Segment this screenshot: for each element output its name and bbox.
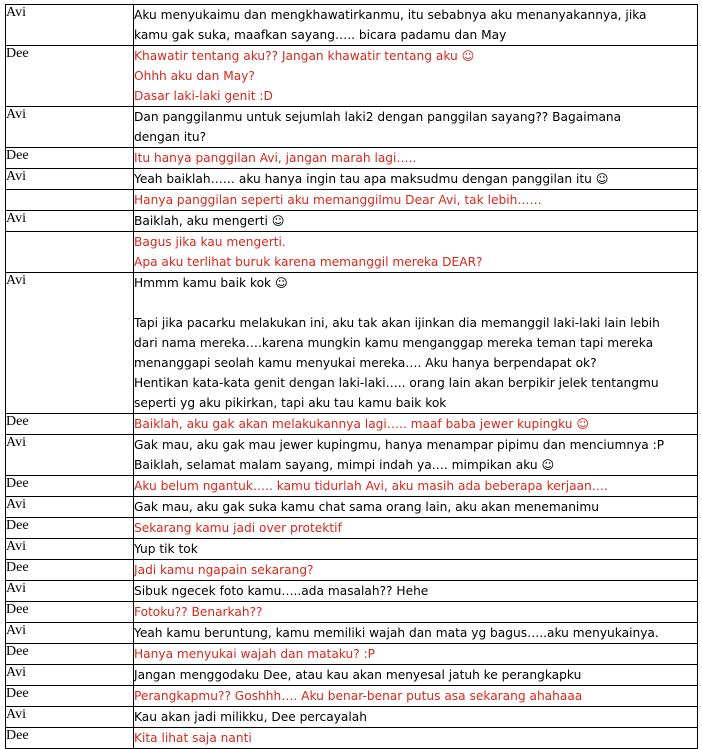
speaker-name: Avi xyxy=(6,5,134,46)
chat-row xyxy=(6,518,698,539)
speaker-name: Avi xyxy=(6,665,134,686)
speaker-name: Dee xyxy=(6,560,134,581)
message-line: Hanya panggilan seperti aku memanggilmu Dear Avi, tak lebih…… xyxy=(134,193,542,207)
message-text xyxy=(134,148,698,169)
chat-row xyxy=(6,707,698,728)
speaker-name: Avi xyxy=(6,539,134,560)
message-line: Dasar laki-laki genit :D xyxy=(134,89,273,103)
message-text xyxy=(134,686,698,707)
message-text xyxy=(134,107,698,148)
message-line: Kau akan jadi milikku, Dee percayalah xyxy=(134,710,367,724)
message-text xyxy=(134,644,698,665)
chat-row xyxy=(6,728,698,749)
speaker-name: Dee xyxy=(6,414,134,435)
message-line: dengan itu? xyxy=(134,130,207,144)
message-line: Jangan menggodaku Dee, atau kau akan menyesal jatuh ke perangkapku xyxy=(134,668,582,682)
message-line: seperti yg aku pikirkan, tapi aku tau kamu baik kok xyxy=(134,396,447,410)
chat-table-body xyxy=(6,5,698,749)
message-text xyxy=(134,581,698,602)
message-line: menanggapi seolah kamu menyukai mereka…. Aku hanya berpendapat ok? xyxy=(134,356,597,370)
chat-row xyxy=(6,107,698,148)
speaker-name: Avi xyxy=(6,623,134,644)
message-text xyxy=(134,728,698,749)
message-text xyxy=(134,435,698,476)
speaker-name: Avi xyxy=(6,107,134,148)
speaker-name: Avi xyxy=(6,581,134,602)
message-text xyxy=(134,211,698,232)
speaker-name xyxy=(6,232,134,273)
message-line: Yeah baiklah…… aku hanya ingin tau apa maksudmu dengan panggilan itu ☺ xyxy=(134,172,609,186)
chat-row xyxy=(6,435,698,476)
message-text xyxy=(134,623,698,644)
speaker-name: Avi xyxy=(6,211,134,232)
message-text xyxy=(134,539,698,560)
chat-row xyxy=(6,602,698,623)
chat-row xyxy=(6,414,698,435)
speaker-name: Dee xyxy=(6,46,134,107)
message-line: Yeah kamu beruntung, kamu memiliki wajah dan mata yg bagus…..aku menyukainya. xyxy=(134,626,659,640)
chat-row xyxy=(6,497,698,518)
message-line: Khawatir tentang aku?? Jangan khawatir tentang aku ☺ xyxy=(134,49,475,63)
chat-row xyxy=(6,169,698,190)
message-line xyxy=(134,293,697,313)
message-text xyxy=(134,707,698,728)
chat-row xyxy=(6,539,698,560)
chat-row xyxy=(6,190,698,211)
speaker-name: Avi xyxy=(6,435,134,476)
message-line: Gak mau, aku gak suka kamu chat sama orang lain, aku akan menemanimu xyxy=(134,500,599,514)
message-text xyxy=(134,190,698,211)
message-text xyxy=(134,46,698,107)
message-line: Kita lihat saja nanti xyxy=(134,731,252,745)
message-line: Sibuk ngecek foto kamu…..ada masalah?? Hehe xyxy=(134,584,429,598)
chat-row xyxy=(6,644,698,665)
speaker-name: Dee xyxy=(6,686,134,707)
speaker-name: Dee xyxy=(6,148,134,169)
chat-transcript-table xyxy=(5,4,698,749)
chat-row xyxy=(6,581,698,602)
chat-row xyxy=(6,560,698,581)
chat-row xyxy=(6,665,698,686)
message-line: Dan panggilanmu untuk sejumlah laki2 dengan panggilan sayang?? Bagaimana xyxy=(134,110,622,124)
speaker-name: Dee xyxy=(6,602,134,623)
message-line: Baiklah, selamat malam sayang, mimpi indah ya…. mimpikan aku ☺ xyxy=(134,458,555,472)
speaker-name: Dee xyxy=(6,644,134,665)
speaker-name: Avi xyxy=(6,169,134,190)
speaker-name xyxy=(6,190,134,211)
speaker-name: Avi xyxy=(6,273,134,414)
message-line: Gak mau, aku gak mau jewer kupingmu, hanya menampar pipimu dan menciumnya :P xyxy=(134,438,665,452)
speaker-name: Avi xyxy=(6,497,134,518)
message-line: Hmmm kamu baik kok ☺ xyxy=(134,276,288,290)
message-text xyxy=(134,5,698,46)
message-line: Hanya menyukai wajah dan mataku? :P xyxy=(134,647,376,661)
message-line: Perangkapmu?? Goshhh…. Aku benar-benar putus asa sekarang ahahaaa xyxy=(134,689,583,703)
message-text xyxy=(134,232,698,273)
message-line: Fotoku?? Benarkah?? xyxy=(134,605,263,619)
message-line: Yup tik tok xyxy=(134,542,198,556)
chat-row xyxy=(6,273,698,414)
message-text xyxy=(134,476,698,497)
chat-row xyxy=(6,686,698,707)
message-line: Baiklah, aku mengerti ☺ xyxy=(134,214,285,228)
message-line: Aku menyukaimu dan mengkhawatirkanmu, itu sebabnya aku menanyakannya, jika xyxy=(134,8,647,22)
message-line: kamu gak suka, maafkan sayang….. bicara padamu dan May xyxy=(134,28,507,42)
chat-row xyxy=(6,5,698,46)
message-text xyxy=(134,665,698,686)
message-line: Tapi jika pacarku melakukan ini, aku tak akan ijinkan dia memanggil laki-laki lain lebih xyxy=(134,316,660,330)
message-text xyxy=(134,602,698,623)
chat-row xyxy=(6,623,698,644)
message-line: Ohhh aku dan May? xyxy=(134,69,255,83)
speaker-name: Dee xyxy=(6,476,134,497)
speaker-name: Dee xyxy=(6,728,134,749)
message-line: Sekarang kamu jadi over protektif xyxy=(134,521,342,535)
speaker-name: Avi xyxy=(6,707,134,728)
message-line: Aku belum ngantuk….. kamu tidurlah Avi, aku masih ada beberapa kerjaan…. xyxy=(134,479,608,493)
message-text xyxy=(134,169,698,190)
message-line: dari nama mereka….karena mungkin kamu menganggap mereka teman tapi mereka xyxy=(134,336,654,350)
message-text xyxy=(134,414,698,435)
chat-row xyxy=(6,476,698,497)
chat-row xyxy=(6,46,698,107)
message-text xyxy=(134,497,698,518)
message-line: Baiklah, aku gak akan melakukannya lagi….. maaf baba jewer kupingku ☺ xyxy=(134,417,590,431)
chat-row xyxy=(6,148,698,169)
message-line: Hentikan kata-kata genit dengan laki-laki….. orang lain akan berpikir jelek tentangmu xyxy=(134,376,659,390)
chat-row xyxy=(6,211,698,232)
message-line: Bagus jika kau mengerti. xyxy=(134,235,286,249)
message-text xyxy=(134,560,698,581)
message-line: Itu hanya panggilan Avi, jangan marah lagi….. xyxy=(134,151,417,165)
speaker-name: Dee xyxy=(6,518,134,539)
message-text xyxy=(134,518,698,539)
chat-row xyxy=(6,232,698,273)
message-text xyxy=(134,273,698,414)
message-line: Jadi kamu ngapain sekarang? xyxy=(134,563,314,577)
message-line: Apa aku terlihat buruk karena memanggil mereka DEAR? xyxy=(134,255,483,269)
